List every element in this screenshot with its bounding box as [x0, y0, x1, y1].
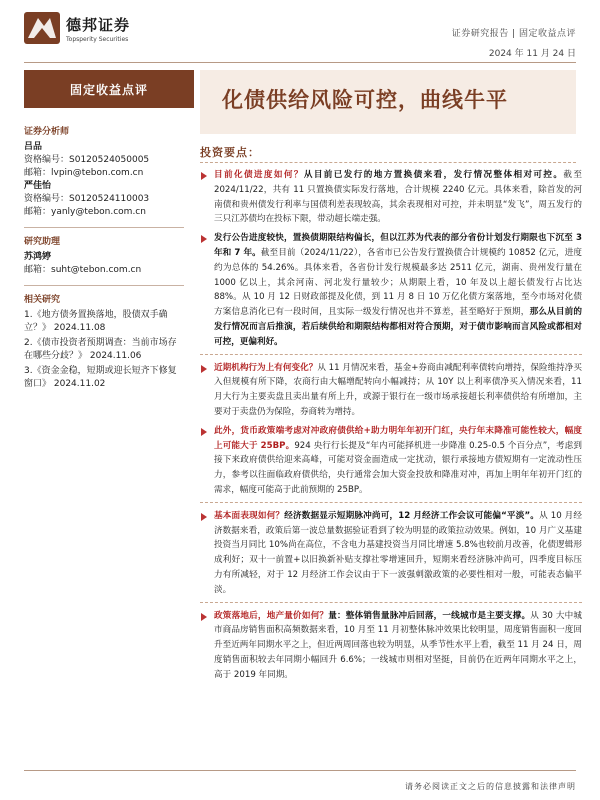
- analyst-email-link[interactable]: 邮箱：yanly@tebon.com.cn: [24, 207, 146, 217]
- disclaimer-link[interactable]: 请务必阅读正文之后的信息披露和法律声明: [405, 782, 576, 791]
- investment-points-body: [200, 168, 582, 687]
- page-title: 化债供给风险可控，曲线牛平: [222, 88, 508, 112]
- sidebar-divider: [24, 227, 184, 228]
- bullet-arrow-icon: [201, 513, 207, 521]
- report-category-tag: 固定收益点评: [24, 70, 194, 108]
- bullet-paragraph: 近期机构行为上有何变化？从 11 月情况来看，基金+券商由减配利率债转向增持，保险维持净买入但规模有所下降，农商行由大幅增配转向小幅减持；从 10Y 以上利率债净买入情况来看，11 月大行为主要卖盘且卖出量有所上升，或源于银行在一级市场承接超长利率债供给有所增加，主要对于卖盘仍为保险，券商转为增持。: [200, 361, 582, 420]
- analyst-email-link[interactable]: 邮箱：lvpin@tebon.com.cn: [24, 168, 144, 178]
- sidebar: [24, 124, 184, 393]
- analyst-heading: 证券分析师: [24, 127, 70, 137]
- header-divider: [24, 62, 576, 63]
- bullet-arrow-icon: [201, 428, 207, 436]
- analyst-name: 严佳怡: [24, 181, 52, 191]
- analyst-cert: 资格编号：S0120524110003: [24, 194, 150, 204]
- related-research-heading: 相关研究: [24, 295, 61, 305]
- sidebar-divider: [24, 285, 184, 286]
- footer-divider: [24, 770, 576, 771]
- assistant-email-link[interactable]: 邮箱：suht@tebon.com.cn: [24, 265, 142, 275]
- logo-emblem-icon: [24, 12, 60, 44]
- assistant-heading: 研究助理: [24, 237, 61, 247]
- report-type: 证券研究报告 | 固定收益点评: [451, 29, 576, 39]
- related-report-link[interactable]: 3.《资金金稳，短期或迎长短齐下修复 窗口》 2024.11.02: [24, 366, 177, 389]
- report-date: 2024 年 11 月 24 日: [488, 49, 576, 59]
- assistant-name: 苏鸿婷: [24, 252, 52, 262]
- bullet-arrow-icon: [201, 172, 207, 180]
- bullet-arrow-icon: [201, 235, 207, 243]
- bullet-arrow-icon: [201, 365, 207, 373]
- related-report-link[interactable]: 1.《地方债务置换落地，股债双手确 立？》 2024.11.08: [24, 310, 168, 333]
- section-divider: [200, 354, 582, 355]
- related-report-link[interactable]: 2.《债市投资者预期调查：当前市场存 在哪些分歧？》 2024.11.06: [24, 338, 177, 361]
- brand-name-cn: 德邦证券: [66, 15, 131, 34]
- analyst-cert: 资格编号：S0120524050005: [24, 155, 150, 165]
- bullet-paragraph: 目前化债进度如何？从目前已发行的地方置换债来看，发行情况整体相对可控。截至 2024/11/22，共有 11 只置换债实际发行落地，合计规模 2240 亿元。具体来看，除首发的河南债和贵州债发行利率与国债利差表现较高，其余表现相对可控，并未明显“发飞”，周五发行的三只江苏债均在投标下限，带动超长端走强。: [200, 168, 582, 227]
- brand-name-en: Topsperity Securities: [66, 35, 129, 43]
- bullet-arrow-icon: [201, 613, 207, 621]
- bullet-paragraph: 此外，货币政策端考虑对冲政府债供给+助力明年年初开门红，央行年末降准可能性较大，幅度上可能大于 25BP。924 央行行长提及“年内可能择机进一步降准 0.25-0.5 个百分点”，考虑到接下来政府债供给迎来高峰，可能对资金面造成一定扰动，银行承接地方债短期有一定流动性压力，参考以往面临政府债供给，央行通常会加大资金投放和降准对冲，再加上明年年初开门红的需求，幅度可能高于此前预期的 25BP。: [200, 424, 582, 498]
- bullet-paragraph: 发行公告进度较快，置换债期限结构偏长，但以江苏为代表的部分省份计划发行期限也下沉至 3 年和 7 年。截至目前（2024/11/22），各省市已公告发行置换债合计规模约 10852 亿元，进度约为总体的 54.26%。具体来看，各省份计发行规模最多达 2511 亿元，湖南、贵州发行量在 1000 亿以上，其余河南、河北发行量较少；从期限上看，10 年及以上超长债发行占比达 88%。从 10 月 12 日财政部提及化债，到 11 月 8 日 10 万亿化债方案落地，至今市场对化债方案信息消化已有一段时间，且实际一级发行情况也并不算差，甚至略好于预期，那么从目前的发行情况而言后推演，若后续供给和期限结构都相对符合预期，对于债市影响而言风险或都相对可控，更偏利好。: [200, 231, 582, 349]
- investment-points-heading: 投资要点：: [200, 146, 260, 159]
- bullet-paragraph: 基本面表现如何？经济数据显示短期脉冲尚可，12 月经济工作会议可能偏“平淡”。从 10 月经济数据来看，政策后第一波总量数据验证看到了较为明显的政策拉动效果。例如，10 月广义基建投资当月同比 10%尚在高位，不含电力基建投资当月同比增速 5.8%也较前月改善，化债逻辑形成利好；双十一前置+以旧换新补贴支撑社零增速回升，短期来看经济脉冲尚可，四季度目标压力有所减轻，对于 12 月经济工作会议由于下一波强刺激政策的必要性相对一般，可能表态偏平淡。: [200, 509, 582, 598]
- analyst-name: 吕品: [24, 142, 43, 152]
- title-band: [200, 70, 576, 134]
- heading-divider: [200, 162, 576, 163]
- bullet-paragraph: 政策落地后，地产量价如何？量：整体销售量脉冲后回落，一线城市是主要支撑。从 30 大中城市商品房销售面积高频数据来看，10 月至 11 月初整体脉冲效果比较明显，周度销售面积一度回升至近两年同期水平之上，但近两周回落也较为明显，从季节性水平上看，截至 11 月 24 日，周度销售面积较去年同期小幅回升 6.6%；一线城市则相对坚挺，目前仍在近两年同期水平之上，高于 2019 年同期。: [200, 609, 582, 683]
- section-divider: [200, 502, 582, 503]
- section-divider: [200, 602, 582, 603]
- brand-logo: [24, 12, 130, 44]
